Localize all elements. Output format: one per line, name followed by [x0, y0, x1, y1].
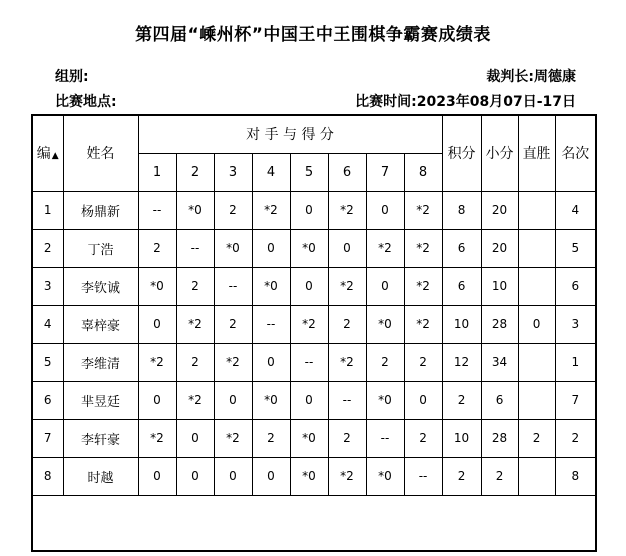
cell-name: 芈昱廷 [63, 381, 138, 419]
cell-round-2: *2 [176, 381, 214, 419]
cell-round-5: -- [290, 343, 328, 381]
cell-round-5: 0 [290, 381, 328, 419]
cell-round-2: 0 [176, 419, 214, 457]
column-header-opponents: 对 手 与 得 分 [138, 115, 442, 153]
table-blank-row [32, 495, 596, 551]
cell-round-4: *0 [252, 267, 290, 305]
cell-name: 李维清 [63, 343, 138, 381]
cell-round-3: *2 [214, 343, 252, 381]
column-header-head-to-head: 直胜 [518, 115, 555, 191]
cell-rank: 3 [555, 305, 596, 343]
cell-round-7: 0 [366, 191, 404, 229]
round-header-3: 3 [214, 153, 252, 191]
cell-head-to-head [518, 343, 555, 381]
column-header-no[interactable]: 编▲ [32, 115, 63, 191]
cell-round-7: *0 [366, 457, 404, 495]
round-header-5: 5 [290, 153, 328, 191]
cell-round-3: 0 [214, 457, 252, 495]
group-label: 组别: [55, 69, 89, 85]
cell-head-to-head [518, 229, 555, 267]
cell-no: 8 [32, 457, 63, 495]
cell-round-2: -- [176, 229, 214, 267]
cell-round-5: *0 [290, 229, 328, 267]
cell-round-3: 0 [214, 381, 252, 419]
cell-head-to-head [518, 381, 555, 419]
cell-round-5: 0 [290, 191, 328, 229]
cell-small-points: 6 [481, 381, 518, 419]
cell-rank: 6 [555, 267, 596, 305]
table-row [32, 229, 596, 267]
cell-name: 杨鼎新 [63, 191, 138, 229]
cell-round-6: *2 [328, 343, 366, 381]
cell-round-3: -- [214, 267, 252, 305]
round-header-7: 7 [366, 153, 404, 191]
column-header-small-points: 小分 [481, 115, 518, 191]
cell-round-2: 2 [176, 343, 214, 381]
table-row [32, 191, 596, 229]
cell-round-4: *2 [252, 191, 290, 229]
cell-round-1: 0 [138, 305, 176, 343]
cell-round-4: 0 [252, 229, 290, 267]
column-header-rank: 名次 [555, 115, 596, 191]
cell-name: 辜梓豪 [63, 305, 138, 343]
cell-head-to-head [518, 191, 555, 229]
cell-rank: 4 [555, 191, 596, 229]
cell-round-5: *2 [290, 305, 328, 343]
cell-round-6: 2 [328, 419, 366, 457]
cell-round-8: *2 [404, 229, 442, 267]
cell-round-3: 2 [214, 305, 252, 343]
cell-name: 丁浩 [63, 229, 138, 267]
cell-round-2: *2 [176, 305, 214, 343]
cell-no: 5 [32, 343, 63, 381]
cell-round-7: -- [366, 419, 404, 457]
cell-rank: 1 [555, 343, 596, 381]
cell-round-8: *2 [404, 191, 442, 229]
cell-rank: 8 [555, 457, 596, 495]
cell-round-6: 2 [328, 305, 366, 343]
cell-points: 10 [442, 305, 481, 343]
cell-small-points: 20 [481, 191, 518, 229]
cell-points: 6 [442, 229, 481, 267]
cell-round-1: 2 [138, 229, 176, 267]
cell-points: 2 [442, 457, 481, 495]
results-table [31, 114, 597, 552]
cell-round-1: *2 [138, 343, 176, 381]
cell-round-1: *0 [138, 267, 176, 305]
cell-points: 2 [442, 381, 481, 419]
cell-round-7: *0 [366, 305, 404, 343]
cell-points: 12 [442, 343, 481, 381]
round-header-6: 6 [328, 153, 366, 191]
cell-round-6: *2 [328, 267, 366, 305]
cell-round-6: *2 [328, 191, 366, 229]
cell-head-to-head [518, 267, 555, 305]
cell-name: 李钦诚 [63, 267, 138, 305]
cell-head-to-head: 0 [518, 305, 555, 343]
cell-points: 6 [442, 267, 481, 305]
cell-no: 7 [32, 419, 63, 457]
cell-round-2: *0 [176, 191, 214, 229]
cell-round-1: *2 [138, 419, 176, 457]
cell-small-points: 20 [481, 229, 518, 267]
cell-round-6: -- [328, 381, 366, 419]
cell-round-2: 0 [176, 457, 214, 495]
cell-round-1: -- [138, 191, 176, 229]
cell-round-5: *0 [290, 457, 328, 495]
cell-round-7: *2 [366, 229, 404, 267]
cell-round-4: -- [252, 305, 290, 343]
table-row [32, 419, 596, 457]
cell-no: 6 [32, 381, 63, 419]
cell-round-7: 0 [366, 267, 404, 305]
match-time-label: 比赛时间:2023年08月07日-17日 [355, 94, 576, 110]
round-header-1: 1 [138, 153, 176, 191]
cell-no: 1 [32, 191, 63, 229]
cell-name: 李轩豪 [63, 419, 138, 457]
blank-area [32, 495, 596, 551]
round-header-4: 4 [252, 153, 290, 191]
table-row [32, 343, 596, 381]
cell-rank: 5 [555, 229, 596, 267]
cell-round-8: *2 [404, 267, 442, 305]
cell-round-4: 2 [252, 419, 290, 457]
table-row [32, 267, 596, 305]
cell-points: 8 [442, 191, 481, 229]
cell-round-4: 0 [252, 343, 290, 381]
cell-round-3: 2 [214, 191, 252, 229]
cell-round-8: 0 [404, 381, 442, 419]
round-header-2: 2 [176, 153, 214, 191]
cell-no: 4 [32, 305, 63, 343]
cell-no: 3 [32, 267, 63, 305]
cell-round-4: 0 [252, 457, 290, 495]
cell-head-to-head [518, 457, 555, 495]
cell-round-1: 0 [138, 457, 176, 495]
cell-small-points: 10 [481, 267, 518, 305]
cell-round-6: *2 [328, 457, 366, 495]
sort-ascending-icon[interactable]: ▲ [51, 151, 59, 162]
cell-round-7: 2 [366, 343, 404, 381]
cell-small-points: 28 [481, 305, 518, 343]
cell-rank: 7 [555, 381, 596, 419]
cell-small-points: 28 [481, 419, 518, 457]
cell-no: 2 [32, 229, 63, 267]
cell-rank: 2 [555, 419, 596, 457]
cell-round-5: 0 [290, 267, 328, 305]
column-header-name: 姓名 [63, 115, 138, 191]
cell-small-points: 34 [481, 343, 518, 381]
cell-round-8: 2 [404, 419, 442, 457]
page-title: 第四届“嵊州杯”中国王中王围棋争霸赛成绩表 [135, 25, 491, 45]
cell-round-6: 0 [328, 229, 366, 267]
cell-name: 时越 [63, 457, 138, 495]
table-row [32, 457, 596, 495]
cell-round-5: *0 [290, 419, 328, 457]
cell-round-8: *2 [404, 305, 442, 343]
cell-round-8: -- [404, 457, 442, 495]
cell-round-2: 2 [176, 267, 214, 305]
table-row [32, 381, 596, 419]
cell-round-8: 2 [404, 343, 442, 381]
cell-round-7: *0 [366, 381, 404, 419]
referee-label: 裁判长:周德康 [486, 69, 576, 85]
cell-round-3: *0 [214, 229, 252, 267]
cell-small-points: 2 [481, 457, 518, 495]
cell-round-3: *2 [214, 419, 252, 457]
round-header-8: 8 [404, 153, 442, 191]
table-row [32, 305, 596, 343]
cell-head-to-head: 2 [518, 419, 555, 457]
cell-round-1: 0 [138, 381, 176, 419]
cell-points: 10 [442, 419, 481, 457]
venue-label: 比赛地点: [55, 94, 117, 110]
column-header-points: 积分 [442, 115, 481, 191]
cell-round-4: *0 [252, 381, 290, 419]
